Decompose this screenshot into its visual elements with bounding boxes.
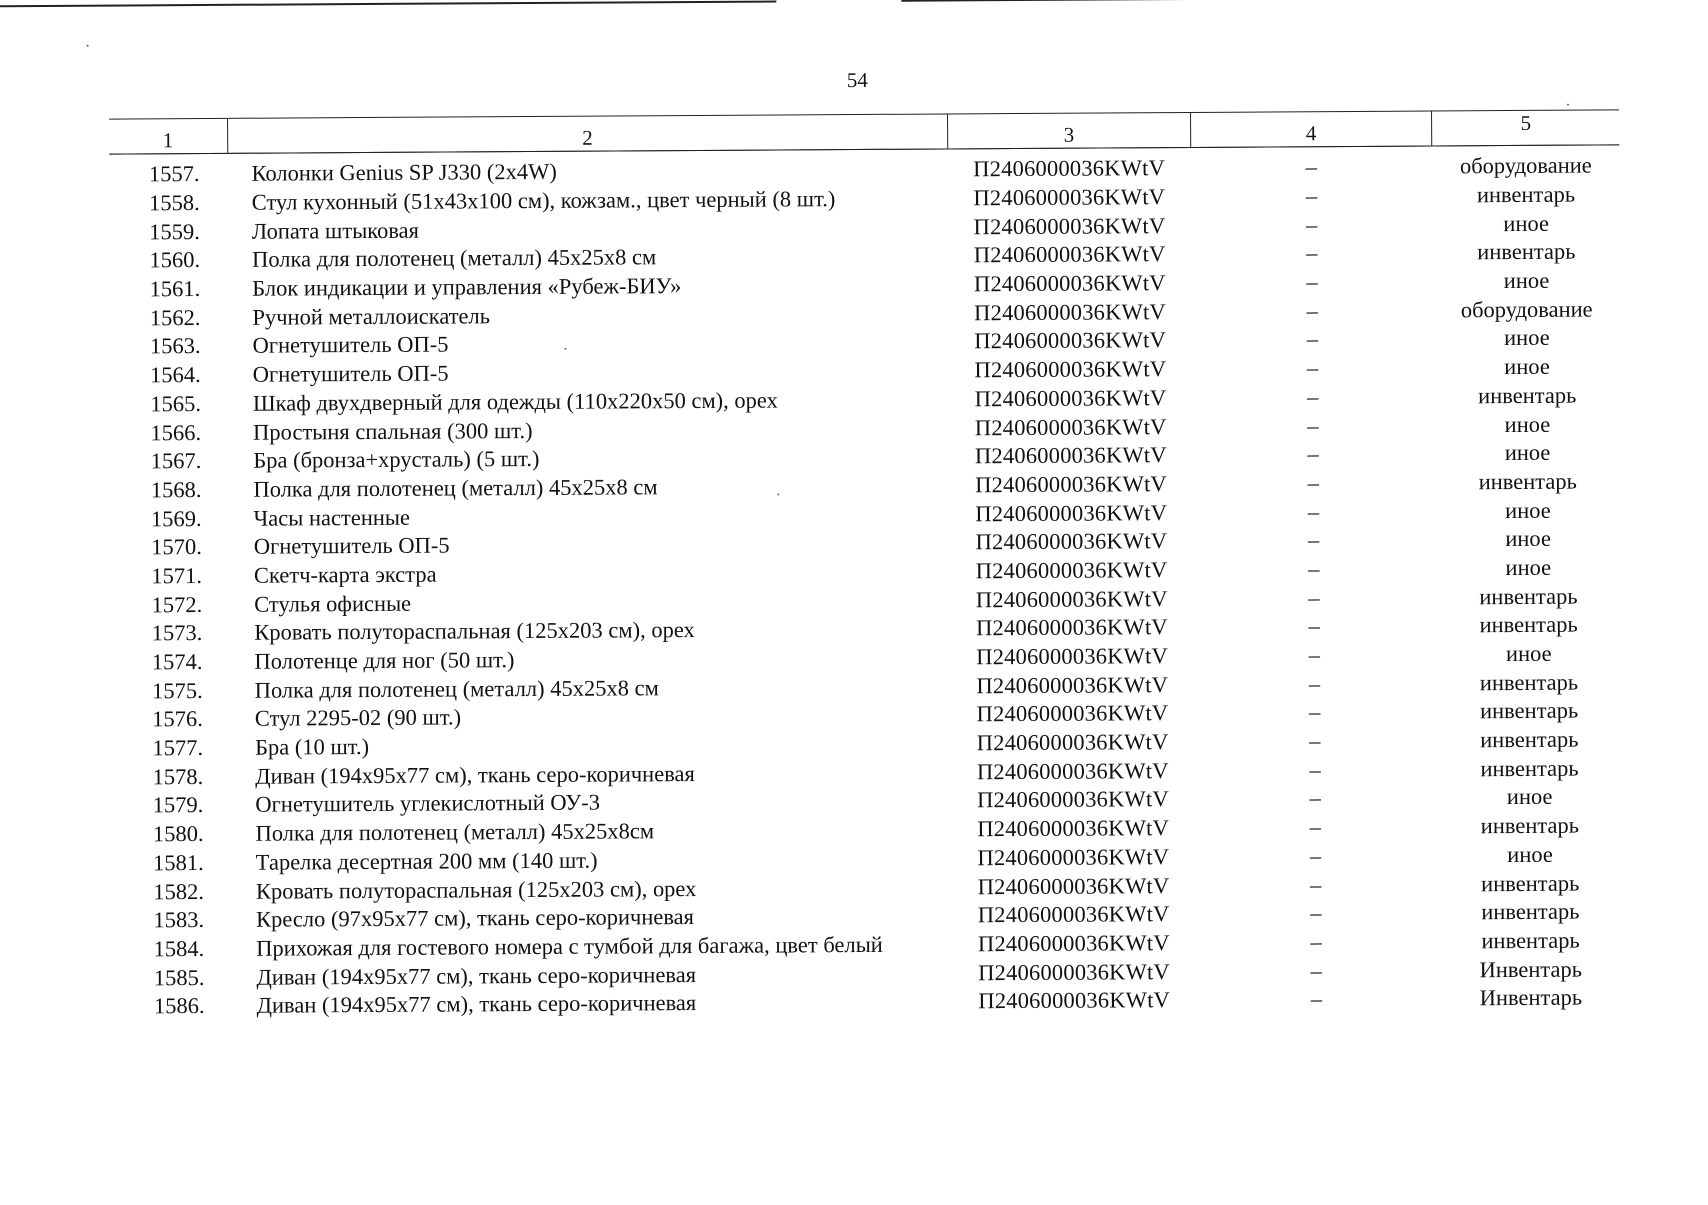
item-name: Стул кухонный (51х43х100 см), кожзам., цвет черный (8 шт.) xyxy=(251,186,836,215)
item-code: П2406000036KWtV xyxy=(974,298,1166,326)
item-code: П2406000036KWtV xyxy=(977,843,1170,871)
item-name: Огнетушитель ОП-5 xyxy=(252,331,449,359)
scan-speck xyxy=(87,45,89,47)
row-number: 1573. xyxy=(151,620,203,646)
item-code: П2406000036KWtV xyxy=(978,958,1170,985)
item-category: инвентарь xyxy=(1481,870,1580,896)
item-code: П2406000036KWtV xyxy=(976,700,1169,727)
item-name: Стулья офисные xyxy=(254,590,412,617)
item-name: Диван (194х95х77 см), ткань серо-коричневая xyxy=(256,961,697,990)
item-col4-value: – xyxy=(1309,728,1321,754)
item-col4-value: – xyxy=(1309,756,1321,783)
row-number: 1579. xyxy=(152,792,204,818)
item-name: Полка для полотенец (металл) 45х25х8см xyxy=(255,818,655,846)
item-category: иное xyxy=(1503,267,1550,294)
item-category: инвентарь xyxy=(1481,898,1580,925)
item-code: П2406000036KWtV xyxy=(973,212,1166,240)
item-col4-value: – xyxy=(1308,556,1320,582)
row-number: 1559. xyxy=(149,218,200,245)
item-code: П2406000036KWtV xyxy=(975,499,1168,526)
row-number: 1558. xyxy=(149,190,200,216)
row-number: 1569. xyxy=(150,505,202,531)
item-code: П2406000036KWtV xyxy=(977,930,1170,957)
item-col4-value: – xyxy=(1306,297,1318,324)
item-category: иное xyxy=(1507,841,1553,867)
item-code: П2406000036KWtV xyxy=(974,384,1167,412)
item-category: инвентарь xyxy=(1480,726,1579,753)
item-category: инвентарь xyxy=(1479,698,1579,724)
item-code: П2406000036KWtV xyxy=(973,241,1166,268)
item-col4-value: – xyxy=(1305,154,1318,180)
item-col4-value: – xyxy=(1310,986,1323,1012)
item-col4-value: – xyxy=(1308,642,1321,668)
item-name: Простыня спальная (300 шт.) xyxy=(253,417,533,445)
item-name: Стул 2295-02 (90 шт.) xyxy=(254,704,462,732)
item-col4-value: – xyxy=(1310,929,1322,955)
row-number: 1583. xyxy=(153,907,205,933)
item-category: инвентарь xyxy=(1478,468,1577,495)
row-number: 1585. xyxy=(153,964,205,990)
row-number: 1586. xyxy=(153,993,205,1019)
item-category: инвентарь xyxy=(1478,382,1577,409)
table-body xyxy=(109,145,1624,1021)
item-category: Инвентарь xyxy=(1479,984,1583,1011)
item-category: иное xyxy=(1505,497,1551,523)
item-col4-value: – xyxy=(1306,269,1318,295)
item-code: П2406000036KWtV xyxy=(976,671,1169,699)
item-code: П2406000036KWtV xyxy=(977,872,1170,899)
item-name: Огнетушитель ОП-5 xyxy=(253,532,450,559)
row-number: 1571. xyxy=(151,562,203,589)
row-number: 1576. xyxy=(152,706,203,732)
item-col4-value: – xyxy=(1309,785,1321,811)
item-name: Огнетушитель углекислотный ОУ-3 xyxy=(255,790,601,818)
row-number: 1577. xyxy=(152,735,204,761)
row-number: 1581. xyxy=(153,849,204,876)
item-name: Полка для полотенец (металл) 45х25х8 см xyxy=(253,474,658,502)
item-name: Кровать полутораспальная (125х203 см), орех xyxy=(255,875,697,904)
item-category: оборудование xyxy=(1459,152,1592,179)
item-name: Бра (10 шт.) xyxy=(254,734,370,760)
item-code: П2406000036KWtV xyxy=(976,729,1169,756)
item-name: Полка для полотенец (металл) 45х25х8 см xyxy=(251,244,657,273)
item-category: иное xyxy=(1505,526,1551,552)
item-col4-value: – xyxy=(1308,613,1320,639)
item-col4-value: – xyxy=(1307,498,1320,524)
item-category: оборудование xyxy=(1460,296,1593,323)
row-number: 1570. xyxy=(151,534,202,560)
item-name: Колонки Genius SP J330 (2x4W) xyxy=(251,159,557,187)
row-number: 1572. xyxy=(151,591,203,617)
row-number: 1567. xyxy=(150,448,202,474)
item-code: П2406000036KWtV xyxy=(973,184,1166,211)
item-code: П2406000036KWtV xyxy=(975,585,1168,612)
item-code: П2406000036KWtV xyxy=(977,901,1170,928)
item-name: Диван (194х95х77 см), ткань серо-коричневая xyxy=(255,760,695,789)
row-number: 1582. xyxy=(153,878,204,904)
item-col4-value: – xyxy=(1306,240,1318,266)
item-col4-value: – xyxy=(1306,326,1319,352)
item-name: Бра (бронза+хрусталь) (5 шт.) xyxy=(253,446,540,473)
item-category: иное xyxy=(1506,784,1553,810)
item-name: Полотенце для ног (50 шт.) xyxy=(254,647,515,674)
item-name: Кресло (97х95х77 см), ткань серо-коричневая xyxy=(256,904,695,932)
item-code: П2406000036KWtV xyxy=(975,471,1167,498)
row-number: 1557. xyxy=(148,161,200,187)
item-col4-value: – xyxy=(1309,814,1322,840)
row-number: 1568. xyxy=(150,476,202,503)
item-name: Ручной металлоискатель xyxy=(252,303,491,330)
item-category: иное xyxy=(1504,353,1550,380)
item-category: инвентарь xyxy=(1477,239,1576,265)
item-code: П2406000036KWtV xyxy=(978,987,1171,1014)
item-col4-value: – xyxy=(1308,670,1321,696)
item-category: инвентарь xyxy=(1479,669,1579,695)
item-name: Часы настенные xyxy=(253,504,411,531)
row-number: 1563. xyxy=(149,333,201,359)
item-code: П2406000036KWtV xyxy=(976,757,1169,785)
item-name: Прихожая для гостевого номера с тумбой для багажа, цвет белый xyxy=(256,931,883,961)
item-category: инвентарь xyxy=(1479,611,1578,638)
row-number: 1575. xyxy=(151,677,203,704)
item-code: П2406000036KWtV xyxy=(974,356,1167,383)
item-category: инвентарь xyxy=(1480,812,1580,839)
page-number: 54 xyxy=(846,67,868,93)
item-col4-value: – xyxy=(1307,470,1319,496)
header-col-1: 1 xyxy=(109,118,227,154)
scan-speck xyxy=(1567,104,1569,106)
row-number: 1566. xyxy=(150,419,202,445)
item-category: Инвентарь xyxy=(1479,956,1583,982)
item-code: П2406000036KWtV xyxy=(975,557,1168,584)
item-code: П2406000036KWtV xyxy=(974,413,1167,440)
item-name: Кровать полутораспальная (125х203 см), орех xyxy=(254,617,695,646)
item-code: П2406000036KWtV xyxy=(976,643,1169,670)
item-category: иное xyxy=(1504,411,1551,437)
item-code: П2406000036KWtV xyxy=(977,815,1170,842)
header-col-4: 4 xyxy=(1190,111,1432,147)
item-col4-value: – xyxy=(1306,355,1319,381)
item-name: Тарелка десертная 200 мм (140 шт.) xyxy=(255,847,598,875)
item-category: иное xyxy=(1504,439,1551,466)
scan-edge-left xyxy=(0,0,776,7)
item-code: П2406000036KWtV xyxy=(975,614,1168,641)
register-table xyxy=(109,109,1624,1021)
item-category: инвентарь xyxy=(1481,927,1580,954)
row-number: 1580. xyxy=(152,821,204,847)
item-name: Блок индикации и управления «Рубеж-БИУ» xyxy=(252,273,682,301)
item-category: инвентарь xyxy=(1476,181,1576,208)
row-number: 1564. xyxy=(150,362,201,388)
item-category: иное xyxy=(1505,554,1552,581)
item-name: Полка для полотенец (металл) 45х25х8 см xyxy=(254,674,659,703)
item-category: иное xyxy=(1505,640,1552,667)
item-name: Шкаф двухдверный для одежды (110х220х50 см), орех xyxy=(252,387,778,416)
row-number: 1560. xyxy=(149,247,201,273)
row-number: 1584. xyxy=(153,935,205,962)
row-number: 1574. xyxy=(151,649,203,675)
item-name: Огнетушитель ОП-5 xyxy=(252,360,449,387)
item-code: П2406000036KWtV xyxy=(974,327,1167,354)
item-col4-value: – xyxy=(1307,527,1320,553)
header-col-3: 3 xyxy=(948,112,1191,148)
item-category: инвентарь xyxy=(1480,755,1579,781)
item-code: П2406000036KWtV xyxy=(973,270,1166,297)
row-number: 1561. xyxy=(149,276,201,302)
item-col4-value: – xyxy=(1310,957,1322,983)
header-col-2: 2 xyxy=(227,114,948,153)
item-category: инвентарь xyxy=(1479,583,1578,609)
item-col4-value: – xyxy=(1309,843,1322,869)
item-code: П2406000036KWtV xyxy=(975,528,1168,555)
item-col4-value: – xyxy=(1307,384,1319,410)
item-name: Лопата штыковая xyxy=(251,217,420,244)
item-col4-value: – xyxy=(1305,183,1318,209)
row-number: 1565. xyxy=(150,390,202,417)
item-name: Скетч-карта экстра xyxy=(253,561,437,588)
item-col4-value: – xyxy=(1310,871,1322,897)
item-col4-value: – xyxy=(1308,699,1321,725)
item-category: иное xyxy=(1504,325,1550,351)
item-code: П2406000036KWtV xyxy=(973,155,1166,182)
item-code: П2406000036KWtV xyxy=(977,786,1169,813)
scan-edge-right xyxy=(901,0,1704,2)
item-col4-value: – xyxy=(1307,441,1319,467)
item-name: Диван (194х95х77 см), ткань серо-коричневая xyxy=(256,990,697,1018)
item-col4-value: – xyxy=(1305,211,1318,237)
row-number: 1562. xyxy=(149,304,201,331)
header-col-5: 5 xyxy=(1432,110,1619,146)
item-col4-value: – xyxy=(1310,900,1322,926)
item-category: иное xyxy=(1503,210,1550,236)
item-col4-value: – xyxy=(1308,584,1320,610)
item-code: П2406000036KWtV xyxy=(974,442,1167,469)
row-number: 1578. xyxy=(152,763,204,790)
item-col4-value: – xyxy=(1307,412,1319,438)
